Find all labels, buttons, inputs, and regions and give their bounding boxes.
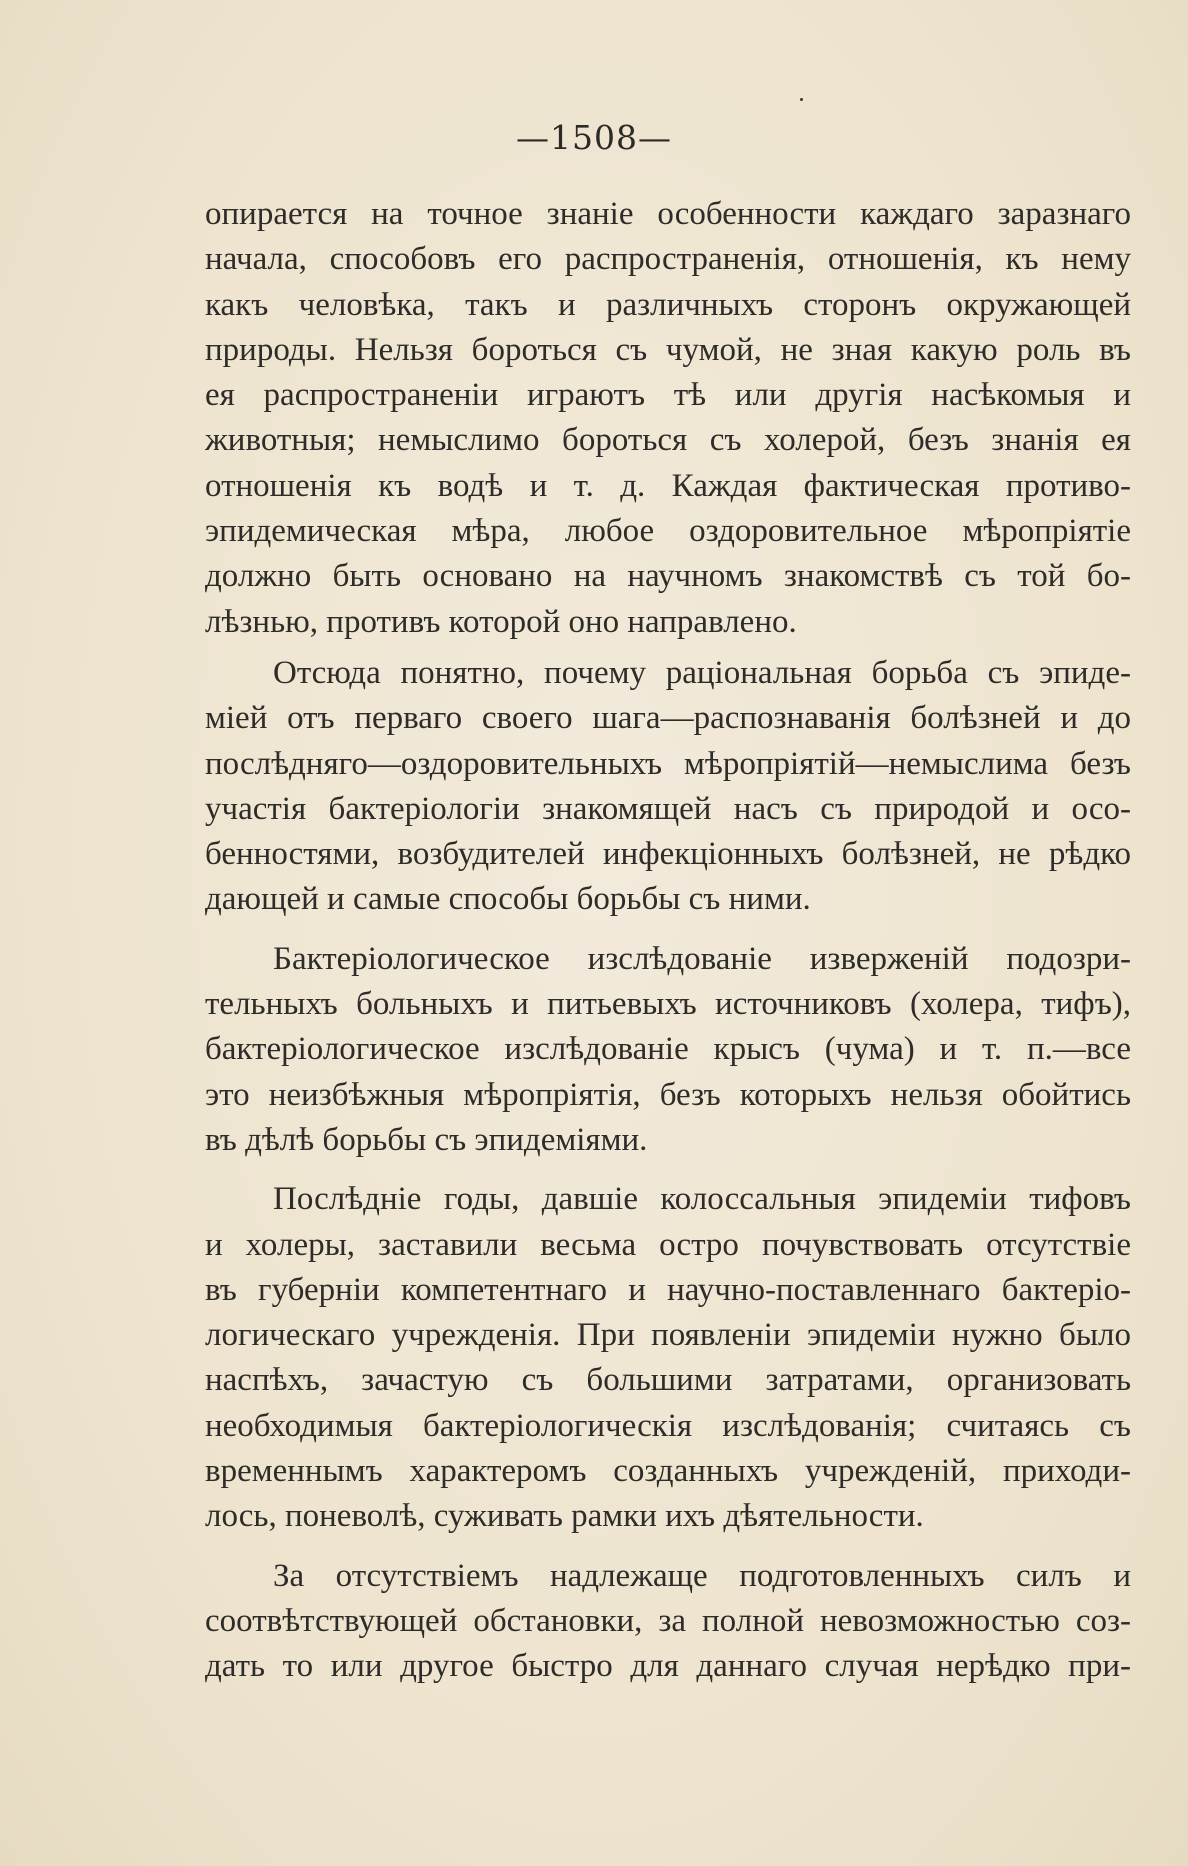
text-line: лѣзнью, противъ которой оно направлено. [205, 603, 797, 640]
text-line: Послѣдніе годы, давшіе колоссальныя эпидеміи тифовъ [273, 1181, 1131, 1218]
text-line: ея распространеніи играютъ тѣ или другія насѣкомыя и [205, 377, 1131, 414]
text-line: въ дѣлѣ борьбы съ эпидеміями. [205, 1121, 648, 1158]
paragraph-5 [205, 1554, 1131, 1690]
text-line: Отсюда понятно, почему раціональная борьба съ эпиде- [273, 654, 1131, 691]
paragraph-4 [205, 1177, 1131, 1539]
text-line: Бактеріологическое изслѣдованіе изверженій подозри- [273, 940, 1131, 977]
text-line: міей отъ перваго своего шага—распознаванія болѣзней и до [205, 700, 1131, 737]
text-line: бенностями, возбудителей инфекціонныхъ болѣзней, не рѣдко [205, 836, 1131, 873]
text-line: логическаго учрежденія. При появленіи эпидеміи нужно было [205, 1317, 1131, 1354]
text-line: временнымъ характеромъ созданныхъ учрежденій, приходи- [205, 1453, 1131, 1490]
text-line: въ губерніи компетентнаго и научно-поставленнаго бактеріо- [205, 1271, 1131, 1308]
text-line: должно быть основано на научномъ знакомствѣ съ той бо- [205, 558, 1131, 595]
text-line: эпидемическая мѣра, любое оздоровительное мѣропріятіе [205, 513, 1131, 550]
text-line: За отсутствіемъ надлежаще подготовленныхъ силъ и [273, 1557, 1131, 1594]
text-line: отношенія къ водѣ и т. д. Каждая фактическая противо- [205, 467, 1131, 504]
text-line: тельныхъ больныхъ и питьевыхъ источниковъ (холера, тифъ), [205, 986, 1131, 1023]
text-line: дать то или другое быстро для даннаго случая нерѣдко при- [205, 1648, 1131, 1685]
ink-speck [800, 98, 803, 101]
page-number: —1508— [516, 118, 672, 157]
text-line: природы. Нельзя бороться съ чумой, не зная какую роль въ [205, 331, 1131, 368]
text-line: дающей и самые способы борьбы съ ними. [205, 881, 811, 918]
paragraph-2 [205, 651, 1131, 923]
text-line: какъ человѣка, такъ и различныхъ сторонъ окружающей [205, 286, 1131, 323]
text-line: и холеры, заставили весьма остро почувствовать отсутствіе [205, 1226, 1131, 1263]
text-line: послѣдняго—оздоровительныхъ мѣропріятій—немыслима безъ [205, 745, 1131, 782]
text-line: начала, способовъ его распространенія, отношенія, къ нему [205, 241, 1131, 278]
body-text [205, 192, 1131, 1690]
paragraph-1 [205, 192, 1131, 645]
paragraph-3 [205, 937, 1131, 1163]
text-line: лось, поневолѣ, суживать рамки ихъ дѣятельности. [205, 1498, 924, 1535]
text-line: бактеріологическое изслѣдованіе крысъ (чума) и т. п.—все [205, 1031, 1131, 1068]
text-line: необходимыя бактеріологическія изслѣдованія; считаясь съ [205, 1407, 1131, 1444]
text-line: опирается на точное знаніе особенности каждаго заразнаго [205, 196, 1131, 232]
text-line: это неизбѣжныя мѣропріятія, безъ которыхъ нельзя обойтись [205, 1076, 1131, 1113]
text-line: участія бактеріологіи знакомящей насъ съ природой и осо- [205, 790, 1131, 827]
text-line: животныя; немыслимо бороться съ холерой, безъ знанія ея [205, 422, 1131, 459]
text-line: наспѣхъ, зачастую съ большими затратами, организовать [205, 1362, 1131, 1399]
text-line: соотвѣтствующей обстановки, за полной невозможностью соз- [205, 1602, 1131, 1639]
